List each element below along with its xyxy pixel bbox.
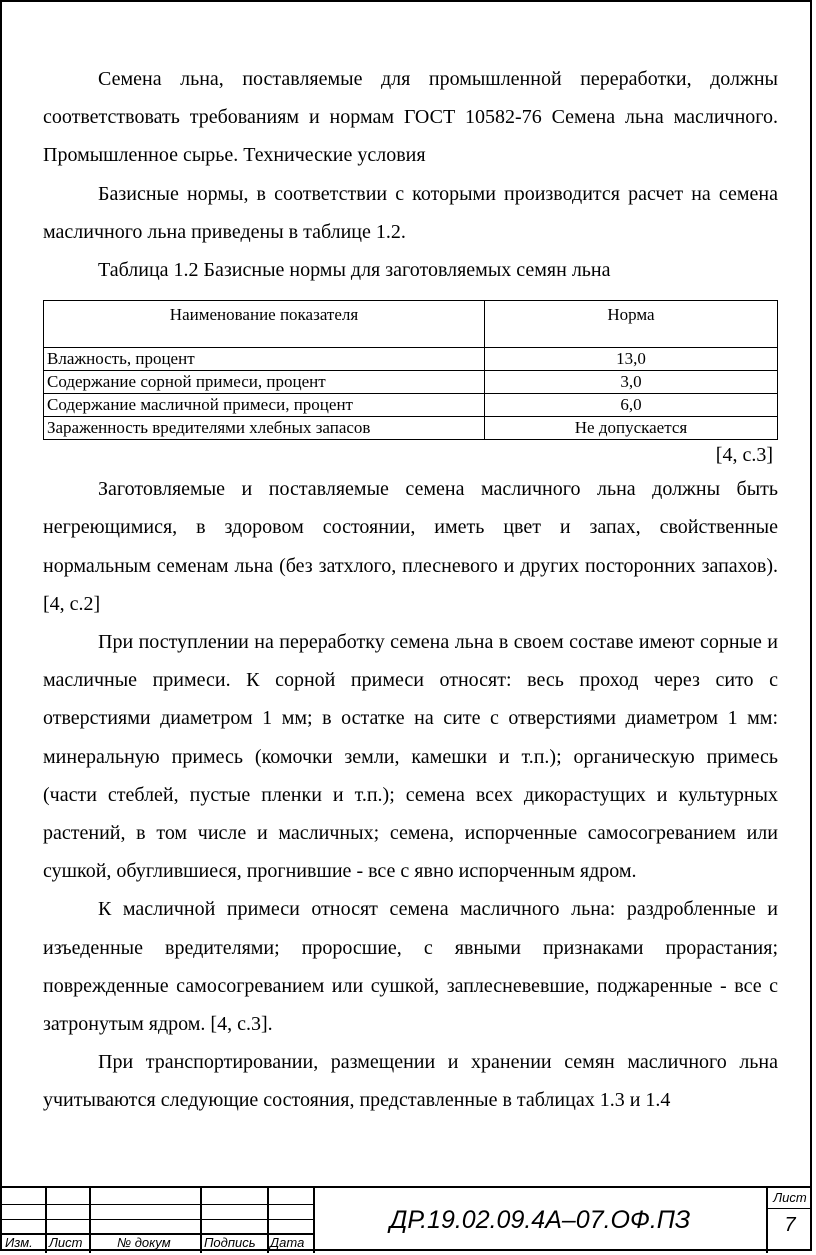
table-header-row — [44, 301, 778, 348]
sheet-label: Лист — [773, 1190, 807, 1205]
table-caption: Таблица 1.2 Базисные нормы для заготовляемых семян льна — [98, 259, 611, 282]
norms-table — [43, 300, 778, 440]
table-row — [44, 417, 778, 440]
column-header: Наименование показателя — [44, 301, 485, 348]
document-body — [43, 60, 778, 1120]
stamp-label-doc: № докум — [117, 1235, 171, 1250]
title-block-divider — [45, 1188, 47, 1253]
paragraph: При поступлении на переработку семена льна в своем составе имеют сорные и масличные примеси. К сорной примеси относят: весь проход через сито с отверстиями диаметром 1 мм; в остатке на сите с отверстиями диаметром 1 мм: минеральную примесь (комочки земли, камешки и т.п.); органическую примесь (части стеблей, пустые пленки и т.п.); семена всех дикорастущих и культурных растений, в том числе и масличных; семена, испорченные самосогреванием или сушкой, обуглившиеся, прогнившие - все с явно испорченным ядром. — [43, 631, 778, 883]
table-cell: 6,0 — [485, 394, 778, 417]
title-block-divider — [267, 1188, 269, 1253]
stamp-label-izm: Изм. — [5, 1235, 33, 1250]
title-block-divider — [89, 1188, 91, 1253]
table-cell: Содержание масличной примеси, процент — [44, 394, 485, 417]
sheet-number: 7 — [784, 1214, 796, 1236]
table-cell: 13,0 — [485, 348, 778, 371]
column-header: Норма — [485, 301, 778, 348]
table-cell: Влажность, процент — [44, 348, 485, 371]
table-cell: Содержание сорной примеси, процент — [44, 371, 485, 394]
paragraph: Заготовляемые и поставляемые семена масличного льна должны быть негреющимися, в здоровом состоянии, иметь цвет и запах, свойственные нормальным семенам льна (без затхлого, плесневого и других посторонних запахов). [4, с.2] — [43, 478, 778, 615]
title-block — [0, 1186, 812, 1253]
title-block-divider — [766, 1208, 812, 1209]
paragraph: Семена льна, поставляемые для промышленной переработки, должны соответствовать требованиям и нормам ГОСТ 10582-76 Семена льна масличного. Промышленное сырье. Технические условия — [43, 68, 778, 167]
document-code: ДР.19.02.09.4А–07.ОФ.ПЗ — [389, 1206, 691, 1234]
table-row — [44, 371, 778, 394]
table-row — [44, 394, 778, 417]
table-cell: Зараженность вредителями хлебных запасов — [44, 417, 485, 440]
paragraph: При транспортировании, размещении и хранении семян масличного льна учитываются следующие состояния, представленные в таблицах 1.3 и 1.4 — [43, 1051, 778, 1112]
paragraph: Базисные нормы, в соответствии с которыми производится расчет на семена масличного льна приведены в таблице 1.2. — [43, 182, 778, 243]
table-row — [44, 348, 778, 371]
stamp-label-list: Лист — [49, 1235, 83, 1250]
title-block-divider — [200, 1188, 202, 1253]
table-cell: Не допускается — [485, 417, 778, 440]
paragraph: К масличной примеси относят семена масличного льна: раздробленные и изъеденные вредителями; проросшие, с явными признаками прорастания; поврежденные самосогреванием или сушкой, заплесневевшие, поджаренные - все с затронутым ядром. [4, с.3]. — [43, 898, 778, 1036]
stamp-label-date: Дата — [270, 1235, 305, 1250]
stamp-label-sign: Подпись — [204, 1235, 256, 1250]
table-cell: 3,0 — [485, 371, 778, 394]
table-reference: [4, с.3] — [715, 444, 773, 467]
